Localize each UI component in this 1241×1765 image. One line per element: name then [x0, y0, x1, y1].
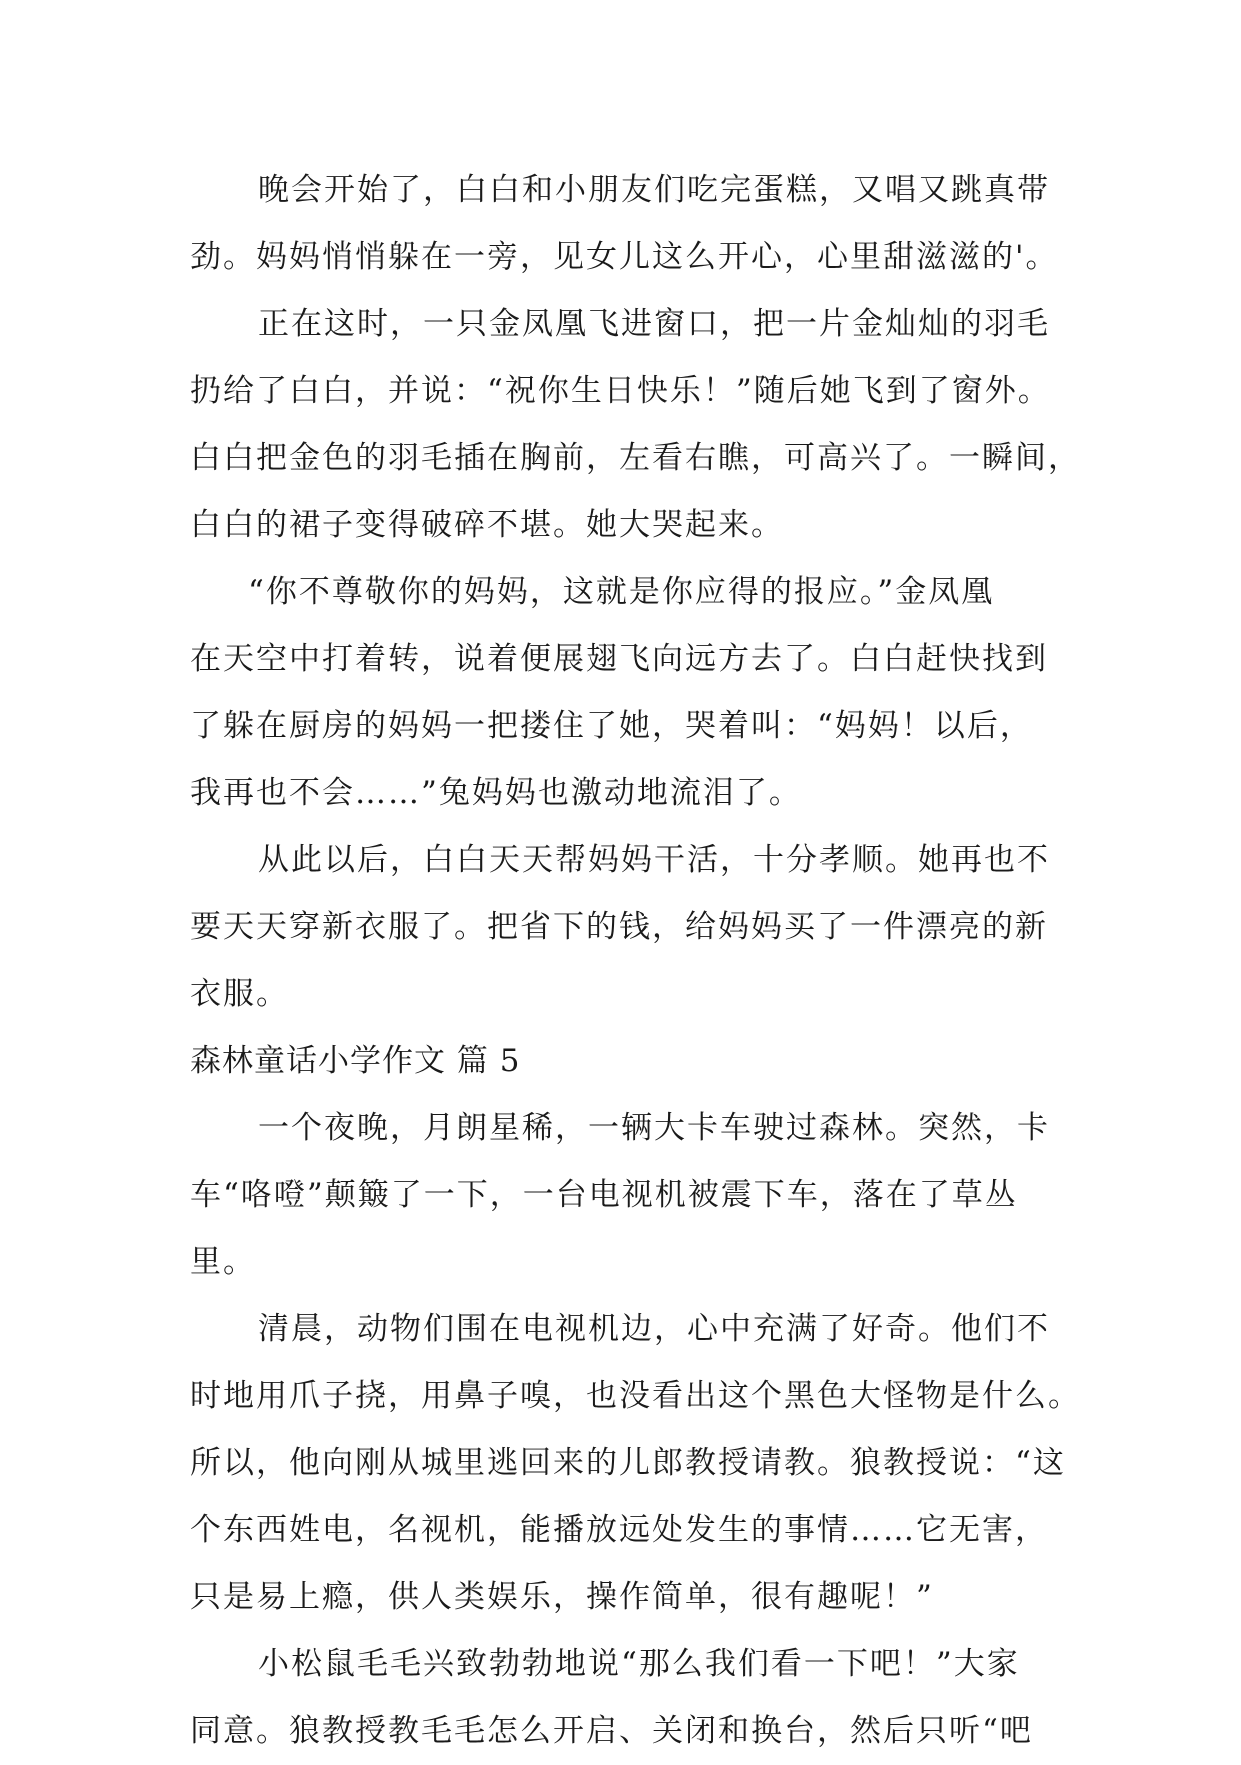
section-heading: 森林童话小学作文 篇 5	[190, 1043, 521, 1079]
text-line: 同意。狼教授教毛毛怎么开启、关闭和换台，然后只听“吧	[190, 1713, 1033, 1749]
text-line: 扔给了白白，并说：“祝你生日快乐！”随后她飞到了窗外。	[190, 373, 1051, 409]
text-line: 清晨，动物们围在电视机边，心中充满了好奇。他们不	[258, 1311, 1050, 1347]
text-line: 要天天穿新衣服了。把省下的钱，给妈妈买了一件漂亮的新	[190, 909, 1048, 945]
text-line: 时地用爪子挠，用鼻子嗅，也没看出这个黑色大怪物是什么。	[190, 1378, 1081, 1414]
text-line: 白白把金色的羽毛插在胸前，左看右瞧，可高兴了。一瞬间，	[190, 440, 1081, 476]
text-line: 里。	[190, 1244, 256, 1280]
text-line: 从此以后，白白天天帮妈妈干活，十分孝顺。她再也不	[258, 842, 1050, 878]
text-line: 所以，他向刚从城里逃回来的儿郎教授请教。狼教授说：“这	[190, 1445, 1066, 1481]
text-line: 我再也不会……”兔妈妈也激动地流泪了。	[190, 775, 802, 811]
document-body	[190, 157, 1081, 1765]
text-line: 一个夜晚，月朗星稀，一辆大卡车驶过森林。突然，卡	[258, 1110, 1050, 1146]
text-line: 劲。妈妈悄悄躲在一旁，见女儿这么开心，心里甜滋滋的'。	[190, 239, 1059, 275]
text-line: 在天空中打着转，说着便展翅飞向远方去了。白白赶快找到	[190, 641, 1048, 677]
text-line: 衣服。	[190, 976, 289, 1012]
text-line: 只是易上瘾，供人类娱乐，操作简单，很有趣呢！”	[190, 1579, 934, 1615]
text-line: 正在这时，一只金凤凰飞进窗口，把一片金灿灿的羽毛	[258, 306, 1050, 342]
text-line: 个东西姓电，名视机，能播放远处发生的事情……它无害，	[190, 1512, 1048, 1548]
text-line: 小松鼠毛毛兴致勃勃地说“那么我们看一下吧！”大家	[258, 1646, 1020, 1682]
text-line: 晚会开始了，白白和小朋友们吃完蛋糕，又唱又跳真带	[258, 172, 1050, 208]
text-line: 白白的裙子变得破碎不堪。她大哭起来。	[190, 507, 784, 543]
text-line: 了躲在厨房的妈妈一把搂住了她，哭着叫：“妈妈！以后，	[190, 708, 1033, 744]
text-line: 车“咯噔”颠簸了一下，一台电视机被震下车，落在了草丛	[190, 1177, 1018, 1213]
text-line: “你不尊敬你的妈妈，这就是你应得的报应。”金凤凰	[248, 574, 995, 610]
